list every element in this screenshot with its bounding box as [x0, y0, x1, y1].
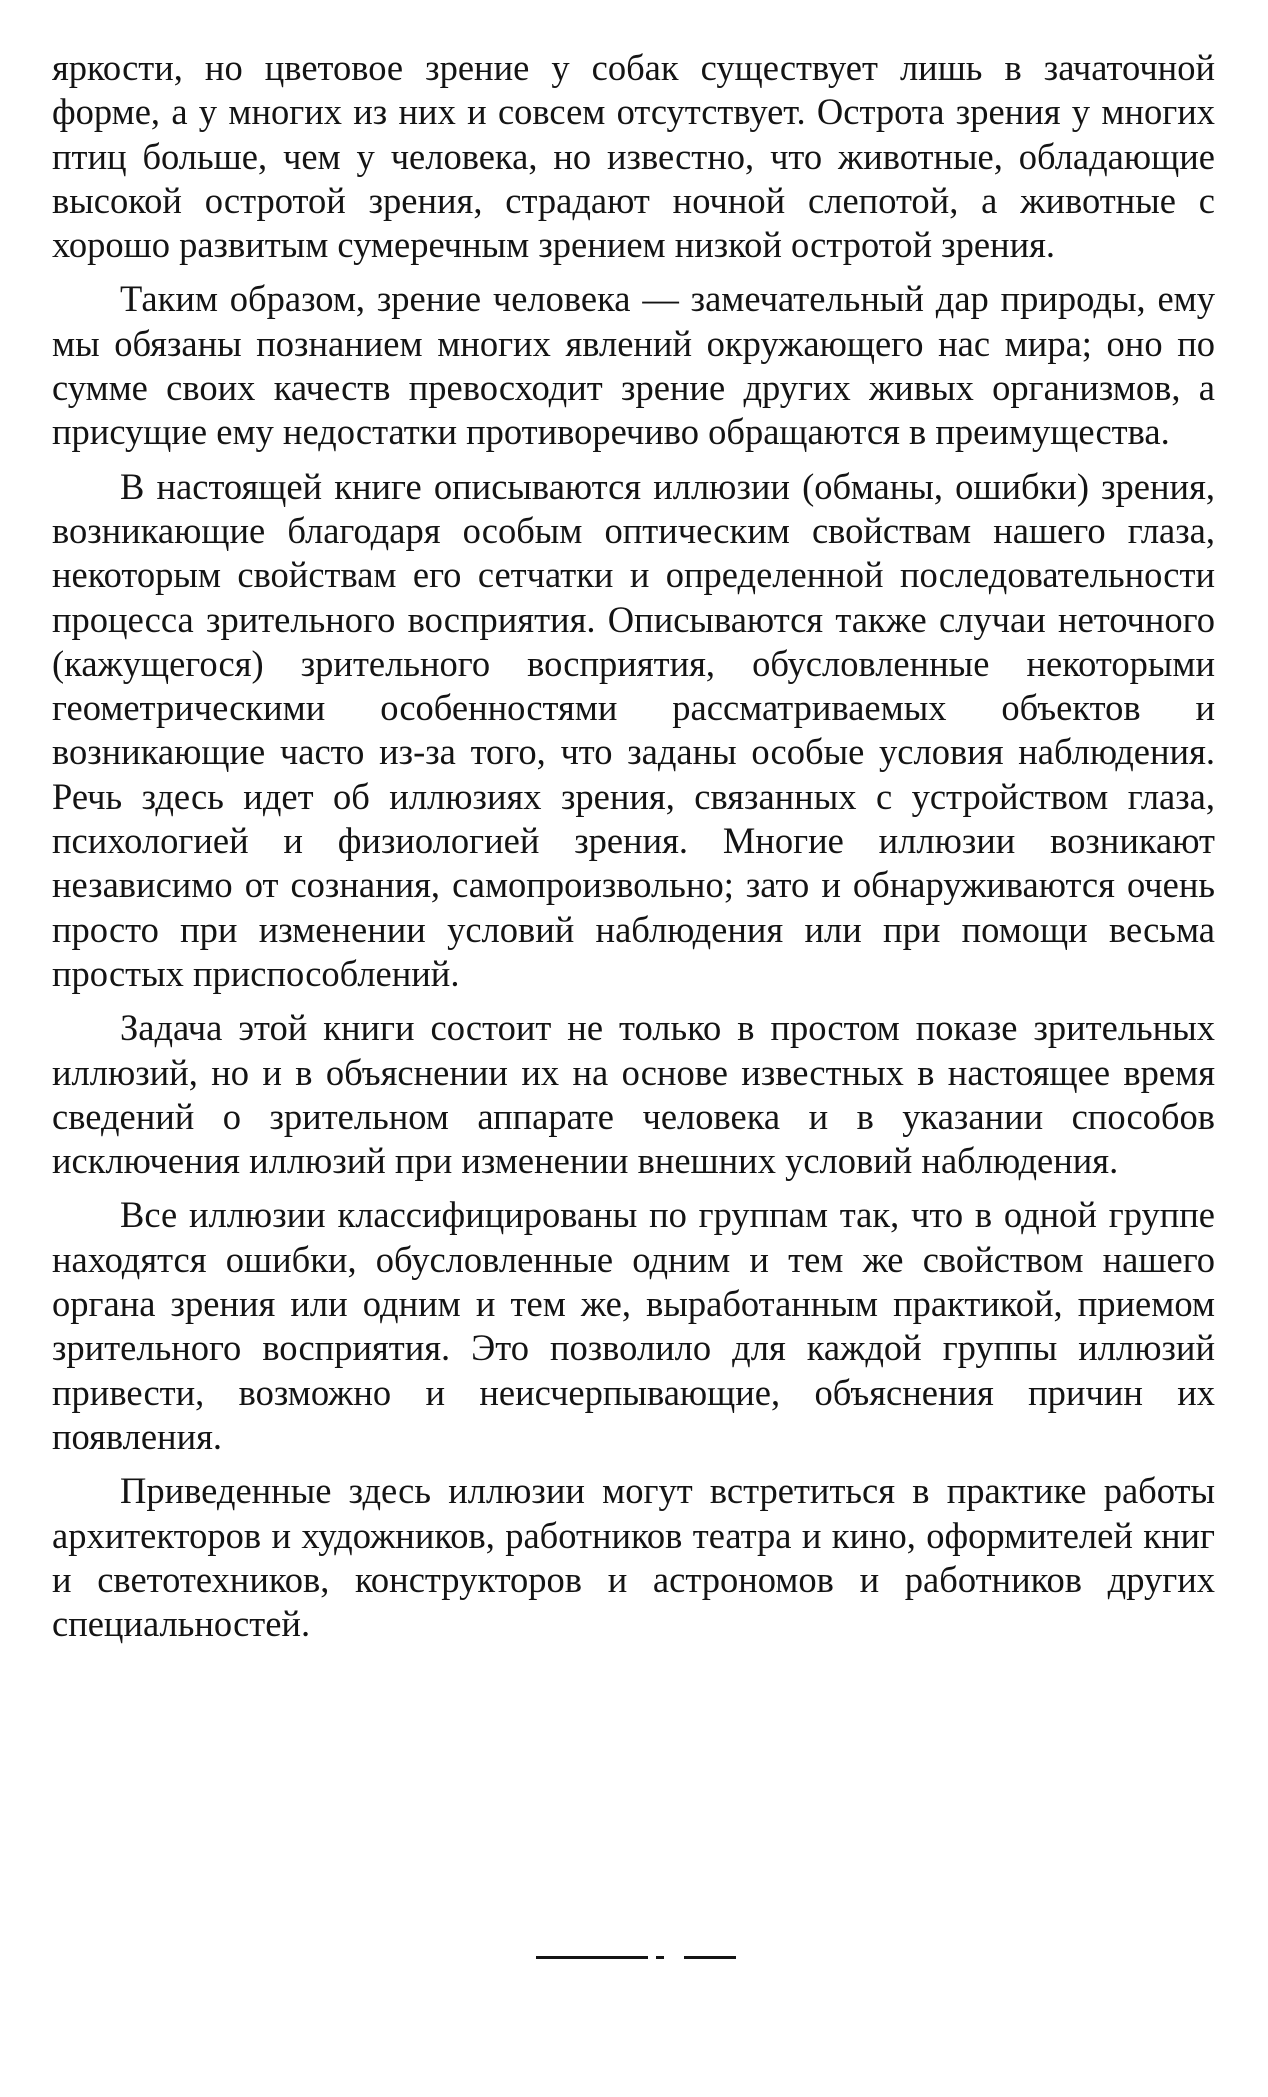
paragraph-6: Приведенные здесь иллюзии могут встретиться в практике работы архитекторов и художников, работников театра и кино, оформителей книг и светотехников, конструкторов и астрономов и работников других специальностей.: [52, 1470, 1215, 1645]
paragraph-1: яркости, но цветовое зрение у собак существует лишь в зачаточной форме, а у многих из них и совсем отсутствует. Острота зрения у многих птиц больше, чем у человека, но известно, что животные, обладающие высокой остротой зрения, страдают ночной слепотой, а животные с хорошо развитым сумеречным зрением низкой остротой зрения.: [52, 47, 1215, 266]
end-rule-right: [684, 1956, 736, 1959]
end-rule-dot: [656, 1956, 664, 1959]
page-body: [52, 46, 1215, 1646]
end-rule-left: [536, 1956, 648, 1959]
paragraph-3: В настоящей книге описываются иллюзии (обманы, ошибки) зрения, возникающие благодаря особым оптическим свойствам нашего глаза, некоторым свойствам его сетчатки и определенной последовательности процесса зрительного восприятия. Описываются также случаи неточного (кажущегося) зрительного восприятия, обусловленные некоторыми геометрическими особенностями рассматриваемых объектов и возникающие часто из-за того, что заданы особые условия наблюдения. Речь здесь идет об иллюзиях зрения, связанных с устройством глаза, психологией и физиологией зрения. Многие иллюзии возникают независимо от сознания, самопроизвольно; зато и обнаруживаются очень просто при изменении условий наблюдения или при помощи весьма простых приспособлений.: [52, 465, 1215, 994]
paragraph-5: Все иллюзии классифицированы по группам так, что в одной группе находятся ошибки, обусловленные одним и тем же свойством нашего органа зрения или одним и тем же, выработанным практикой, приемом зрительного восприятия. Это позволило для каждой группы иллюзий привести, возможно и неисчерпывающие, объяснения причин их появления.: [52, 1194, 1215, 1457]
paragraph-2: Таким образом, зрение человека — замечательный дар природы, ему мы обязаны познанием многих явлений окружающего нас мира; оно по сумме своих качеств превосходит зрение других живых организмов, а присущие ему недостатки противоречиво обращаются в преимущества.: [52, 278, 1215, 453]
paragraph-4: Задача этой книги состоит не только в простом показе зрительных иллюзий, но и в объяснении их на основе известных в настоящее время сведений о зрительном аппарате человека и в указании способов исключения иллюзий при изменении внешних условий наблюдения.: [52, 1007, 1215, 1182]
